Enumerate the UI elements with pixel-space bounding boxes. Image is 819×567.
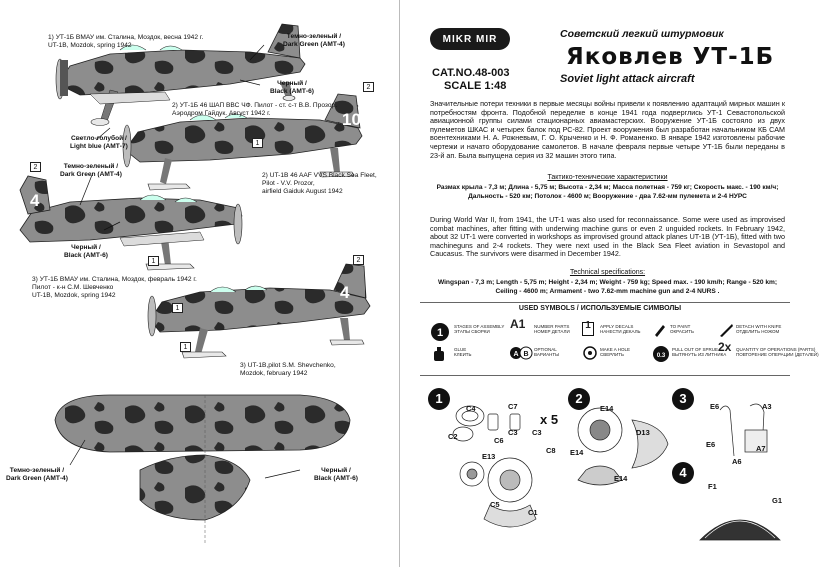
spec-ru: Размах крыла - 7,3 м; Длина - 5,75 м; Высота - 2,34 м; Масса полетная - 759 кг; Скорость макс. - 190 км/ч; Дальность - 520 км; Потолок - 4600 м; Вооружение - два 7.62-мм пулемета и 2-4 НУРС [436, 184, 779, 200]
symbol-part-number [510, 317, 580, 342]
part-label: E6 [710, 402, 720, 411]
decal-number-box: 1 [252, 138, 263, 148]
part-label: E14 [614, 474, 628, 483]
part-label: D13 [636, 428, 650, 437]
history-en: During World War II, from 1941, the UT-1 was also used for reconnaissance. Some were used as improvised combat machines, after fitting with underwing machine guns or even 2 unguided rockets. In February 1942, about 32 UT-1 were converted in workshops as improvised ground attack planes UT-1B (УТ-1Б), fitted with two machineguns and 2-4 rockets. They were next used in the Black Sea Fleet aviation in Sevastopol and Caucasus. The survivors were disarmed in December 1942. [430, 215, 785, 259]
color-label-black-2: Черный / Black (АМТ-6) [64, 244, 108, 259]
step-circle-icon [430, 322, 450, 342]
part-label: E6 [706, 440, 716, 449]
part-label: C7 [508, 402, 518, 411]
part-label: E14 [600, 404, 614, 413]
part-label: G1 [772, 496, 783, 505]
part-label: A3 [762, 402, 772, 411]
optional-icon [510, 345, 532, 361]
step-2-marker: 2 [568, 388, 590, 410]
svg-text:B: B [523, 351, 529, 358]
part-label: C3 [508, 428, 518, 437]
part-label: F1 [708, 482, 717, 491]
symbol-text: OPTIONAL ВАРИАНТЫ [534, 347, 560, 357]
quantity-x5: x 5 [540, 412, 559, 427]
drill-icon [582, 345, 598, 361]
symbol-sprue [652, 345, 727, 365]
decal-number-box: 1 [180, 342, 191, 352]
part-label: C5 [490, 500, 500, 509]
caption-profile-2-ru: 2) УТ-1Б 46 ШАП ВВС ЧФ. Пилот - ст. с-т В.В. Прозор. Аэродром Гайдук. Август 1942 г. [172, 102, 338, 117]
part-label: C4 [466, 404, 476, 413]
wing-top-view [55, 395, 350, 545]
tail-number-3: 4 [340, 283, 350, 302]
part-number-icon: A1 [510, 317, 526, 331]
decal-number-box: 2 [353, 255, 364, 265]
part-label: A6 [732, 457, 742, 466]
decal-number-box: 1 [148, 256, 159, 266]
sprue-icon [652, 345, 670, 363]
spec-en: Wingspan - 7,3 m; Length - 5,75 m; Height - 2,34 m; Weight - 759 kg; Speed max. - 190 km/h; Range - 520 km; Ceiling - 4600 m; Armament - two 7.62-mm machine gun and 2-4 NURS . [437, 279, 778, 295]
paint-brush-icon [652, 322, 668, 338]
aircraft-profile-3 [20, 176, 242, 270]
part-label: C8 [546, 446, 556, 455]
part-label: C3 [532, 428, 542, 437]
symbol-knife [718, 322, 788, 342]
step-3-marker: 3 [672, 388, 694, 410]
step-1-marker: 1 [428, 388, 450, 410]
title-ru: Яковлев УТ-1Б [566, 44, 775, 70]
svg-text:A: A [513, 351, 519, 358]
scale-label: SCALE 1:48 [444, 80, 507, 92]
decal-number-box: 1 [172, 303, 183, 313]
left-page-profiles [0, 0, 399, 567]
symbol-text: APPLY DECALS НАНЕСТИ ДЕКАЛЬ [600, 324, 641, 334]
brand-logo: MIKR MIR [430, 28, 510, 50]
decal-icon: 1 [582, 322, 594, 336]
history-ru: Значительные потери техники в первые месяцы войны привели к появлению адаптаций мирных машин к потребностям фронта. Подобной переделке в конце 1941 года подверглись УТ-1 Севастопольской авиационной группы силами стационарных авиамастерских. Вооружение УТ-1Б состояло из двух пулеметов ШКАС и четырех балок под РС-82. Проект вооружения был разработан начальником КБ САМ воентехниками Н. А. Рожневым, Г. О. Крыченко и Н. Ф. Романенко. В январе 1942 изготовлены рабочие чертежи и начато оборудование самолетов. В начале февраля первые четыре УТ-1Б были переданы в 23-й ап. Была выпущена серия из 32 машин этого типа. [430, 99, 785, 160]
decal-number-box: 2 [363, 82, 374, 92]
part-label: E13 [482, 452, 496, 461]
subtitle-en: Soviet light attack aircraft [560, 73, 695, 85]
decal-number-box: 2 [30, 162, 41, 172]
color-label-light-blue: Светло-голубой / Light blue (АМТ-7) [70, 135, 128, 150]
symbol-text: STAGES OF ASSEMBLY ЭТАПЫ СБОРКИ [454, 324, 505, 334]
symbol-text: NUMBER PARTS НОМЕР ДЕТАЛИ [534, 324, 570, 334]
symbol-text: PULL OUT OF SPRUE ВЫТЯНУТЬ ИЗ ЛИТНИКА [672, 347, 727, 357]
part-label: A7 [756, 444, 766, 453]
part-label: C1 [528, 508, 538, 517]
color-label-dark-green-1: Темно-зеленый / Dark Green (АМТ-4) [283, 33, 345, 48]
symbol-quantity [718, 340, 819, 365]
glue-tube-icon [430, 345, 448, 363]
symbols-heading: USED SYMBOLS / ИСПОЛЬЗУЕМЫЕ СИМВОЛЫ [518, 305, 682, 312]
symbols-rule-bottom [420, 375, 790, 376]
catalog-number: CAT.NO.48-003 [432, 67, 510, 79]
symbol-optional [510, 345, 580, 365]
symbol-text: MAKE A HOLE СВЕРЛИТЬ [600, 347, 631, 357]
symbol-text: TO PAINT ОКРАСИТЬ [670, 324, 694, 334]
symbol-drill [582, 345, 652, 365]
quantity-icon: 2x [718, 340, 732, 354]
symbol-text: QUANTITY OF OPERATIONS (PARTS) ПОВТОРЕНИЕ ОПЕРАЦИИ (ДЕТАЛЕЙ) [736, 347, 819, 357]
color-label-dark-green-3: Темно-зеленый / Dark Green (АМТ-4) [6, 467, 68, 482]
right-page-text [400, 0, 819, 567]
subtitle-ru: Советский легкий штурмовик [560, 28, 724, 40]
caption-profile-2-en: 2) UT-1B 46 AAF VVS Black Sea Fleet, Pilot - V.V. Prozor, airfield Gaiduk August 1942 [262, 172, 377, 195]
caption-profile-1: 1) УТ-1Б ВМАУ им. Сталина, Моздок, весна 1942 г. UT-1B, Mozdok, spring 1942 [48, 34, 204, 49]
symbol-glue [430, 345, 505, 365]
caption-profile-3-en: 3) UT-1B,pilot S.M. Shevchenko, Mozdok, february 1942 [240, 362, 336, 377]
part-label: E14 [570, 448, 584, 457]
symbol-paint [652, 322, 712, 342]
spec-heading-en: Technical specifications: [569, 269, 646, 276]
tail-number-2: 4 [30, 191, 40, 210]
symbol-decal [582, 322, 652, 342]
tail-number-1: 10 [342, 110, 361, 129]
color-label-dark-green-2: Темно-зеленый / Dark Green (АМТ-4) [60, 163, 122, 178]
symbol-text: DETACH WITH KNIFE ОТДЕЛИТЬ НОЖОМ [736, 324, 782, 334]
svg-text:1: 1 [436, 327, 444, 339]
part-label: C6 [494, 436, 504, 445]
symbol-stages [430, 322, 505, 342]
step-4-marker: 4 [672, 462, 694, 484]
svg-text:0.3: 0.3 [656, 353, 666, 359]
knife-icon [718, 322, 734, 338]
symbols-rule [420, 302, 790, 303]
caption-profile-3-ru: 3) УТ-1Б ВМАУ им. Сталина, Моздок, февраль 1942 г. Пилот - к-н С.М. Шевченко UT-1B, Mozdok, spring 1942 [32, 276, 197, 299]
symbol-text: GLUE КЛЕИТЬ [454, 347, 472, 357]
color-label-black-1: Черный / Black (АМТ-6) [270, 80, 314, 95]
part-label: C2 [448, 432, 458, 441]
spec-heading-ru: Тактико-технические характеристики [547, 174, 668, 181]
color-label-black-3: Черный / Black (АМТ-6) [314, 467, 358, 482]
